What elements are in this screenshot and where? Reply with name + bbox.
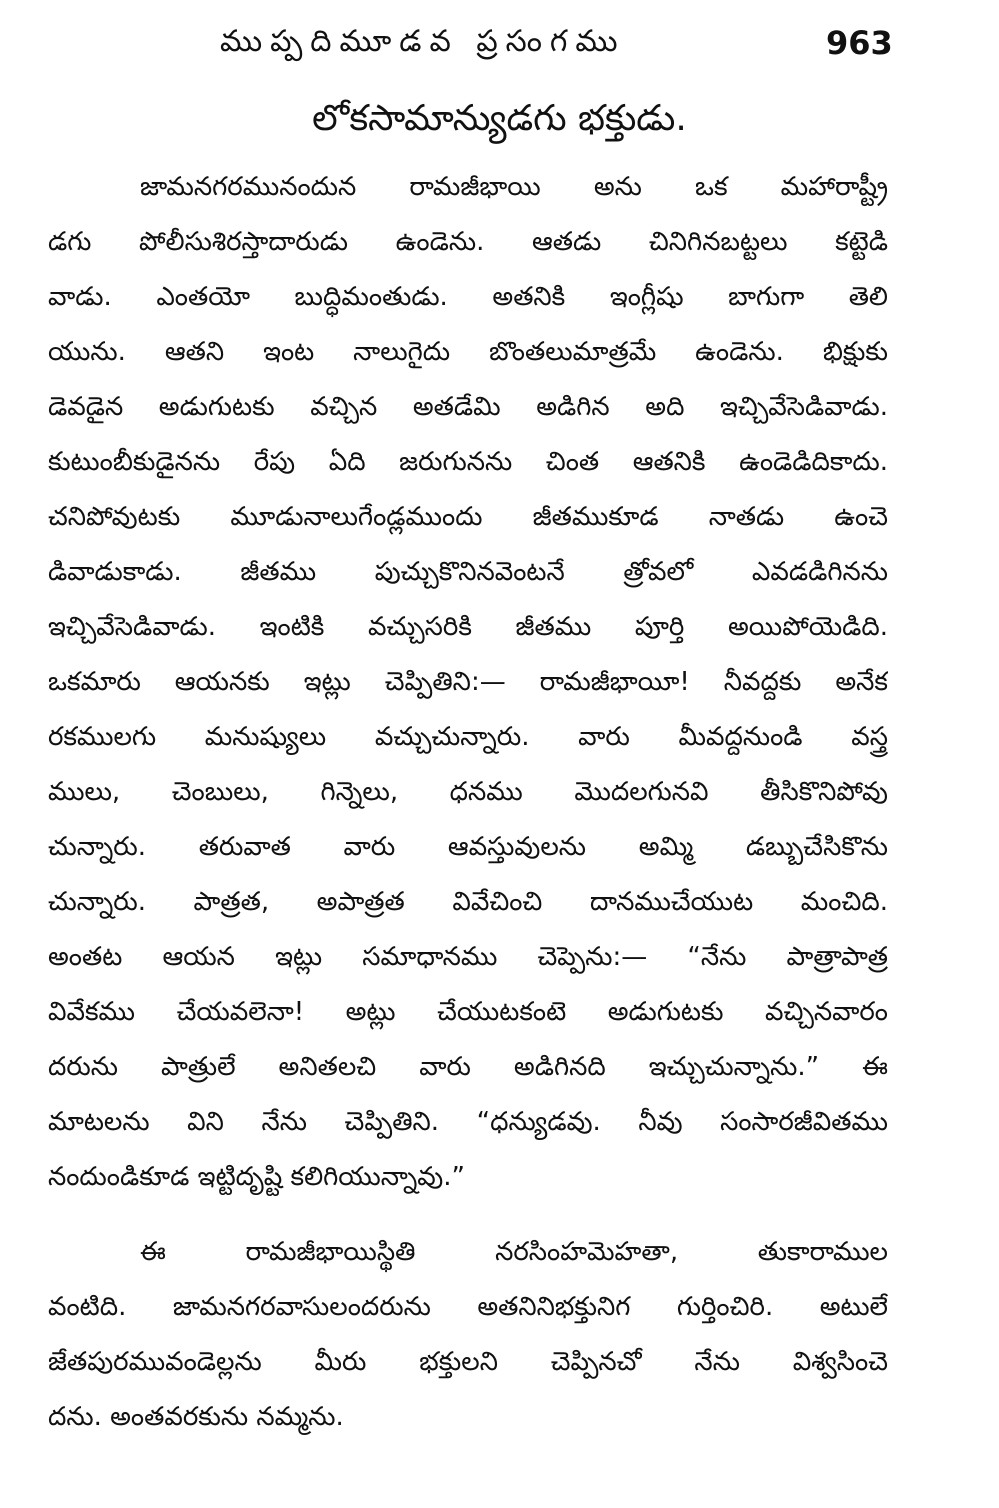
text-line: చున్నారు. తరువాత వారు ఆవస్తువులను అమ్మి డబ్బుచేసికొను	[48, 832, 888, 862]
text-line: యును. ఆతని ఇంట నాలుగైదు బొంతలుమాత్రమే ఉండెను. భిక్షుకు	[48, 337, 888, 367]
text-line: రకములగు మనుష్యులు వచ్చుచున్నారు. వారు మీవద్దనుండి వస్త్ర	[48, 722, 888, 752]
paragraph-2	[48, 1225, 888, 1445]
text-line: డెవడైన అడుగుటకు వచ్చిన అతడేమి అడిగిన అది ఇచ్చివేసెడివాడు.	[48, 392, 888, 422]
text-line: డగు పోలీసుశిరస్తాదారుడు ఉండెను. ఆతడు చినిగినబట్టలు కట్టెడి	[48, 227, 888, 257]
text-line: ఈ రామజీభాయిస్థితి నరసింహమెహతా, తుకారాముల	[140, 1237, 888, 1267]
text-line: అంతట ఆయన ఇట్లు సమాధానము చెప్పెను:— “నేను పాత్రాపాత్ర	[48, 942, 888, 972]
text-line: చనిపోవుటకు మూడునాలుగేండ్లముందు జీతముకూడ నాతడు ఉంచె	[48, 502, 888, 532]
text-line: వివేకము చేయవలెనా! అట్లు చేయుటకంటె అడుగుటకు వచ్చినవారం	[48, 997, 888, 1027]
text-line: ఒకమారు ఆయనకు ఇట్లు చెప్పితిని:— రామజీభాయీ! నీవద్దకు అనేక	[48, 667, 888, 697]
text-line: దరును పాత్రులే అనితలచి వారు అడిగినది ఇచ్చుచున్నాను.” ఈ	[48, 1052, 888, 1082]
running-title: ముప్పదిమూడవ ప్రసంగము	[220, 24, 626, 59]
text-line: వాడు. ఎంతయో బుద్ధిమంతుడు. అతనికి ఇంగ్లీషు బాగుగా తెలి	[48, 282, 888, 312]
text-line: వంటిది. జామనగరవాసులందరును అతనినిభక్తునిగ గుర్తించిరి. అటులే	[48, 1292, 888, 1322]
text-line: కుటుంబీకుడైనను రేపు ఏది జరుగునను చింత ఆతనికి ఉండెడిదికాదు.	[48, 447, 888, 477]
chapter-title: లోకసామాన్యుడగు భక్తుడు.	[312, 98, 687, 139]
text-line: ములు, చెంబులు, గిన్నెలు, ధనము మొదలగునవి తీసికొనిపోవు	[48, 777, 888, 807]
paragraph-1	[48, 160, 888, 1205]
page-header	[0, 18, 999, 68]
text-line: చున్నారు. పాత్రత, అపాత్రత వివేచించి దానముచేయుట మంచిది.	[48, 887, 888, 917]
text-line: నందుండికూడ ఇట్టిదృష్టి కలిగియున్నావు.”	[48, 1162, 465, 1192]
text-line: జేతపురమువండెల్లను మీరు భక్తులని చెప్పినచో నేను విశ్వసించె	[48, 1347, 888, 1377]
page-number: 963	[826, 24, 893, 62]
text-line: దను. అంతవరకును నమ్మను.	[48, 1402, 344, 1432]
text-line: మాటలను విని నేను చెప్పితిని. “ధన్యుడవు. నీవు సంసారజీవితము	[48, 1107, 888, 1137]
text-line: జామనగరమునందున రామజీభాయి అను ఒక మహారాష్ట్రీ	[140, 172, 888, 202]
text-line: డివాడుకాడు. జీతము పుచ్చుకొనినవెంటనే త్రోవలో ఎవడడిగినను	[48, 557, 888, 587]
text-line: ఇచ్చివేసెడివాడు. ఇంటికి వచ్చుసరికి జీతము పూర్తి అయిపోయెడిది.	[48, 612, 888, 642]
